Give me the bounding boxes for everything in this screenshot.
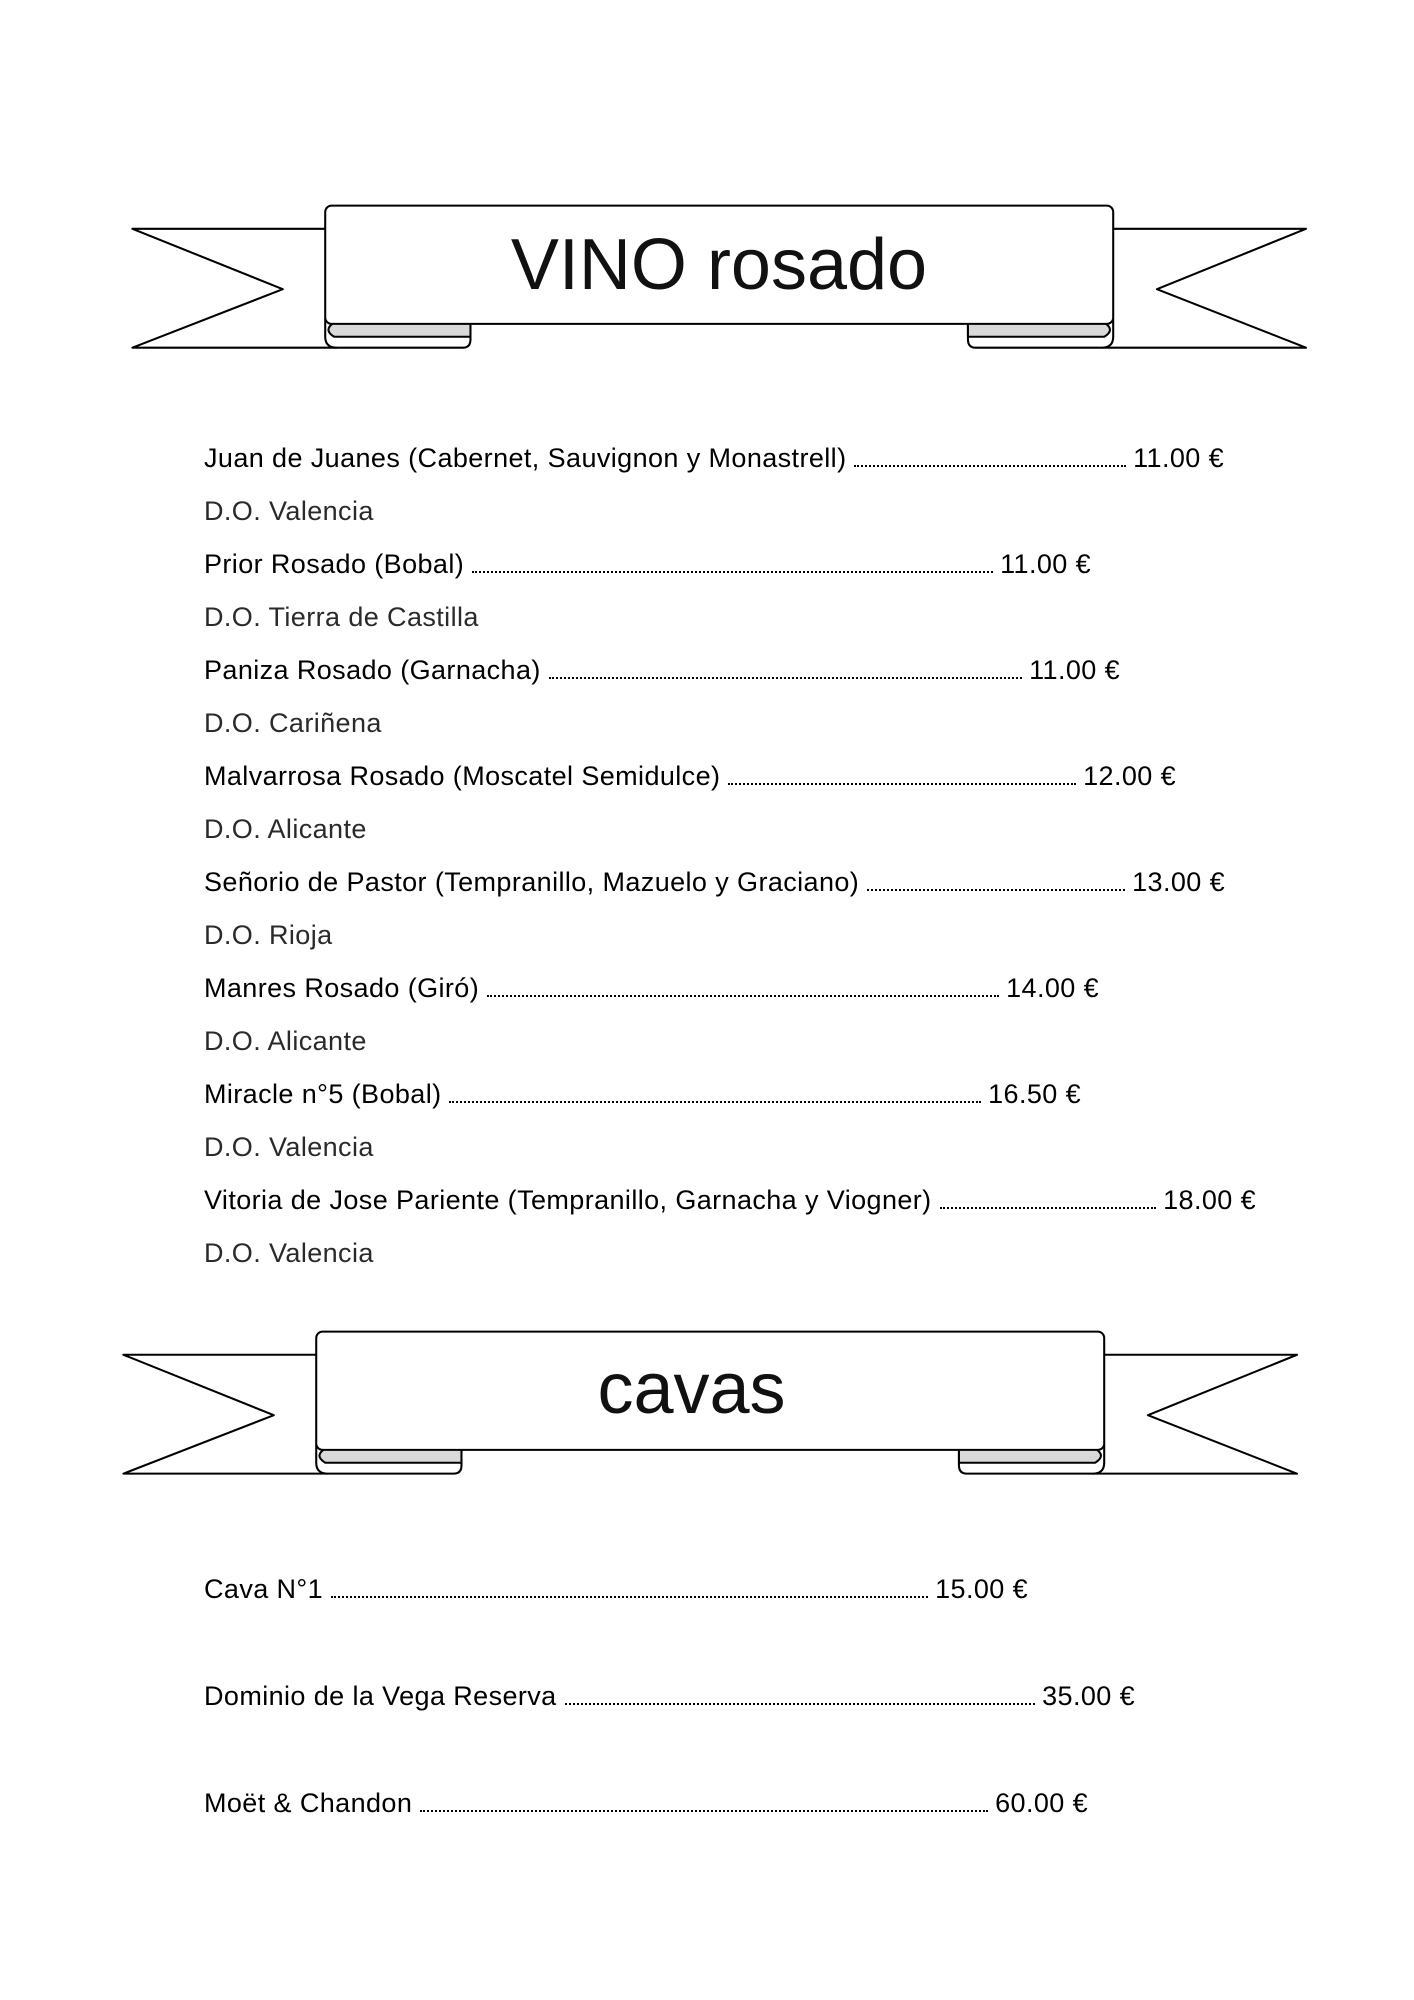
item-name: Juan de Juanes (Cabernet, Sauvignon y Monastrell) [204, 443, 847, 473]
item-price: 14.00 € [1006, 973, 1099, 1003]
item-price: 16.50 € [988, 1079, 1081, 1109]
item-name: Moët & Chandon [204, 1788, 413, 1818]
item-price: 11.00 € [1029, 655, 1120, 685]
dot-leader [331, 1596, 928, 1598]
item-origin: D.O. Alicante [204, 814, 367, 844]
item-origin: D.O. Valencia [204, 496, 374, 526]
dot-leader [728, 783, 1076, 785]
dot-leader [472, 571, 993, 573]
menu-item [204, 1068, 1081, 1121]
ribbon-tail-left [132, 229, 336, 348]
dot-leader [940, 1207, 1157, 1209]
menu-item [204, 962, 1099, 1015]
dot-leader [565, 1703, 1036, 1705]
item-name: Dominio de la Vega Reserva [204, 1681, 557, 1711]
item-price: 12.00 € [1083, 761, 1176, 791]
item-price: 35.00 € [1042, 1681, 1135, 1711]
dot-leader [854, 465, 1126, 467]
ribbon-tail-left [123, 1355, 327, 1474]
item-origin: D.O. Rioja [204, 920, 333, 950]
item-name: Malvarrosa Rosado (Moscatel Semidulce) [204, 761, 721, 791]
section-title-rosado: VINO rosado [510, 225, 928, 305]
menu-item-wrapper [204, 1777, 1135, 1884]
item-price: 11.00 € [1133, 443, 1224, 473]
section-title-cavas: cavas [597, 1349, 786, 1429]
item-origin: D.O. Valencia [204, 1238, 374, 1268]
item-price: 15.00 € [935, 1574, 1028, 1604]
dot-leader [487, 995, 999, 997]
menu-item-wrapper [204, 1563, 1135, 1670]
item-name: Miracle n°5 (Bobal) [204, 1079, 442, 1109]
ribbon-tail-right [1093, 1355, 1297, 1474]
dot-leader [867, 889, 1125, 891]
rosado-wine-list [204, 432, 1256, 1280]
item-price: 60.00 € [995, 1788, 1088, 1818]
menu-item [204, 1563, 1028, 1616]
item-name: Señorio de Pastor (Tempranillo, Mazuelo y Graciano) [204, 867, 860, 897]
menu-item [204, 1174, 1256, 1227]
menu-item [204, 644, 1120, 697]
item-price: 11.00 € [1000, 549, 1091, 579]
item-name: Paniza Rosado (Garnacha) [204, 655, 541, 685]
ribbon-tail-right [1102, 229, 1306, 348]
item-origin: D.O. Valencia [204, 1132, 374, 1162]
menu-item [204, 1670, 1135, 1723]
menu-item [204, 856, 1225, 909]
menu-item [204, 750, 1176, 803]
item-price: 13.00 € [1132, 867, 1225, 897]
item-name: Vitoria de Jose Pariente (Tempranillo, Garnacha y Viogner) [204, 1185, 932, 1215]
item-origin: D.O. Tierra de Castilla [204, 602, 479, 632]
item-origin: D.O. Alicante [204, 1026, 367, 1056]
item-origin: D.O. Cariñena [204, 708, 382, 738]
menu-item [204, 432, 1224, 485]
cavas-list [204, 1563, 1135, 1884]
menu-item-wrapper [204, 1670, 1135, 1777]
menu-item [204, 1777, 1088, 1830]
dot-leader [549, 677, 1022, 679]
item-name: Prior Rosado (Bobal) [204, 549, 465, 579]
item-name: Manres Rosado (Giró) [204, 973, 480, 1003]
item-name: Cava N°1 [204, 1574, 324, 1604]
item-price: 18.00 € [1163, 1185, 1256, 1215]
dot-leader [449, 1101, 981, 1103]
menu-item [204, 538, 1091, 591]
dot-leader [420, 1810, 988, 1812]
